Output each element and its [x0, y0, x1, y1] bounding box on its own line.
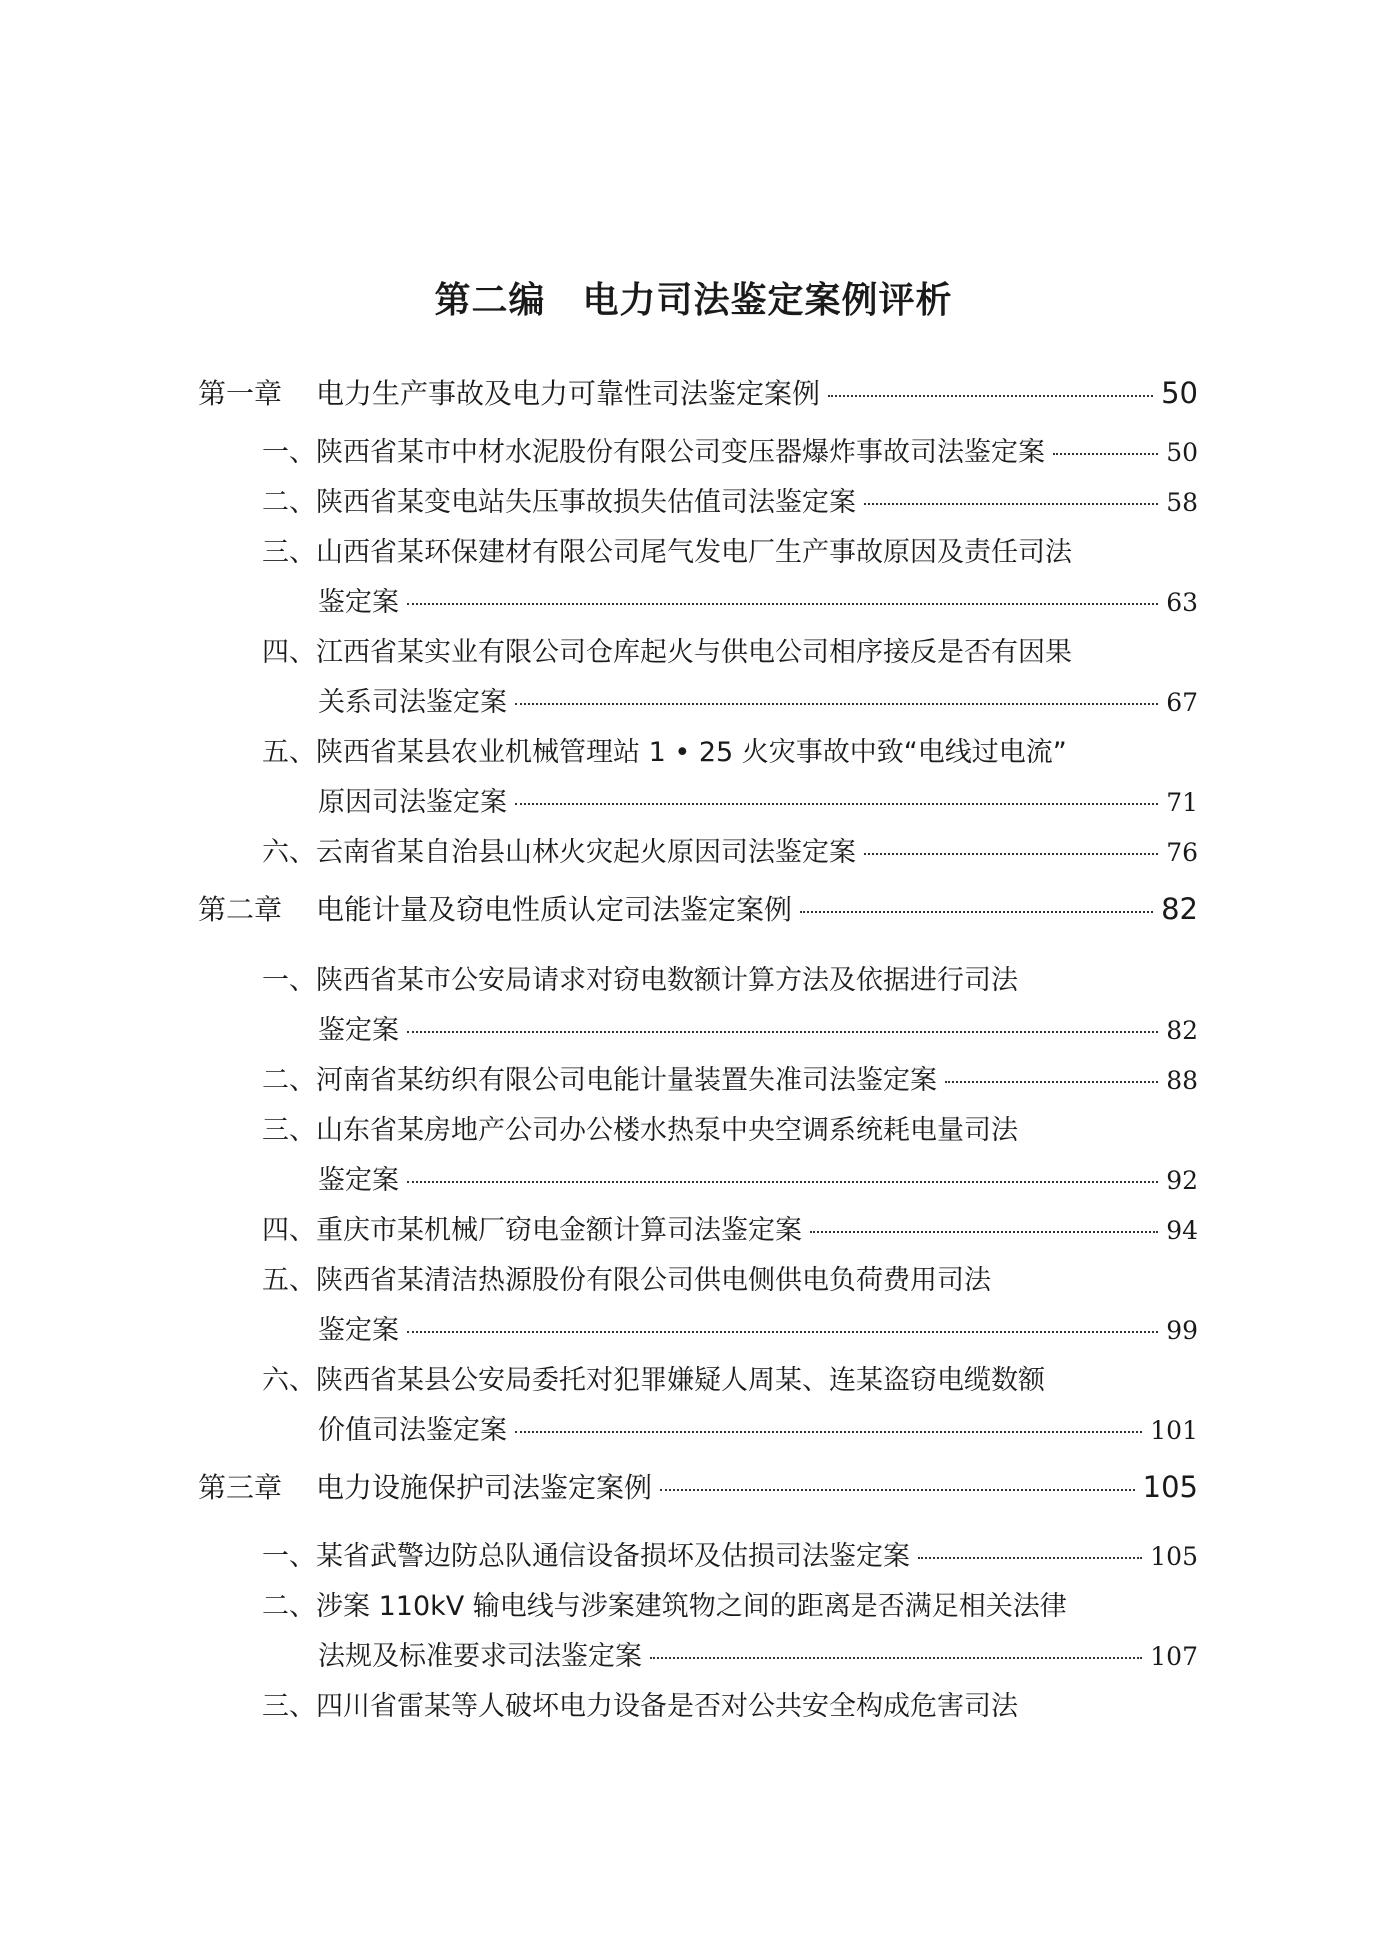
entry-title-continued: 鉴定案 [318, 1315, 399, 1346]
dot-leader [407, 1031, 1158, 1033]
chapter-number: 第二章 [198, 893, 283, 926]
entry-title-continued: 价值司法鉴定案 [318, 1415, 507, 1446]
entry-number: 一、 [262, 1541, 316, 1572]
entry-number: 四、 [262, 1215, 316, 1246]
entry-title: 重庆市某机械厂窃电金额计算司法鉴定案 [316, 1215, 802, 1246]
dot-leader [407, 1331, 1158, 1333]
dot-leader [660, 1489, 1135, 1491]
entry-number: 二、 [262, 487, 316, 518]
toc-entry[interactable] [262, 530, 1198, 570]
chapter-page-number: 50 [1161, 376, 1198, 410]
entry-title-continued: 鉴定案 [318, 1015, 399, 1046]
chapter-number: 第一章 [198, 377, 283, 410]
entry-number: 二、 [262, 1065, 316, 1096]
dot-leader [828, 395, 1153, 397]
toc-entry-continuation[interactable] [318, 580, 1198, 620]
dot-leader [864, 853, 1158, 855]
dot-leader [515, 1431, 1142, 1433]
toc-entry-continuation[interactable] [318, 1408, 1198, 1448]
entry-title: 陕西省某市公安局请求对窃电数额计算方法及依据进行司法 [316, 965, 1018, 996]
part-title: 第二编 电力司法鉴定案例评析 [434, 279, 953, 321]
entry-page-number: 94 [1166, 1216, 1198, 1245]
entry-title-continued: 鉴定案 [318, 1165, 399, 1196]
entry-number: 三、 [262, 1115, 316, 1146]
entry-page-number: 105 [1150, 1542, 1198, 1571]
chapter-heading[interactable] [198, 372, 1198, 416]
toc-entry[interactable] [262, 1534, 1198, 1574]
dot-leader [800, 911, 1153, 913]
chapter-title: 电力设施保护司法鉴定案例 [316, 1471, 653, 1504]
entry-page-number: 88 [1166, 1066, 1198, 1095]
toc-entry-continuation[interactable] [318, 1158, 1198, 1198]
toc-entry-continuation[interactable] [318, 1308, 1198, 1348]
toc-entry[interactable] [262, 1058, 1198, 1098]
toc-entry[interactable] [262, 958, 1198, 998]
entry-number: 四、 [262, 637, 316, 668]
entry-title-continued: 法规及标准要求司法鉴定案 [318, 1641, 642, 1672]
entry-number: 五、 [262, 737, 316, 768]
toc-entry[interactable] [262, 1258, 1198, 1298]
entry-page-number: 58 [1166, 488, 1198, 517]
toc-entry-continuation[interactable] [318, 780, 1198, 820]
toc-entry[interactable] [262, 630, 1198, 670]
toc-entry[interactable] [262, 1208, 1198, 1248]
entry-number: 二、 [262, 1591, 316, 1622]
toc-entry-continuation[interactable] [318, 1634, 1198, 1674]
entry-number: 三、 [262, 537, 316, 568]
toc-entry[interactable] [262, 1584, 1198, 1624]
dot-leader [515, 703, 1158, 705]
entry-title: 云南省某自治县山林火灾起火原因司法鉴定案 [316, 837, 856, 868]
dot-leader [650, 1657, 1142, 1659]
chapter-heading[interactable] [198, 888, 1198, 932]
entry-number: 一、 [262, 437, 316, 468]
entry-title: 河南省某纺织有限公司电能计量装置失准司法鉴定案 [316, 1065, 937, 1096]
toc-entry[interactable] [262, 1684, 1198, 1724]
entry-title: 陕西省某市中材水泥股份有限公司变压器爆炸事故司法鉴定案 [316, 437, 1045, 468]
entry-number: 五、 [262, 1265, 316, 1296]
dot-leader [918, 1557, 1142, 1559]
entry-title: 陕西省某变电站失压事故损失估值司法鉴定案 [316, 487, 856, 518]
entry-title: 陕西省某县农业机械管理站 1 • 25 火灾事故中致“电线过电流” [316, 737, 1067, 768]
entry-number: 三、 [262, 1691, 316, 1722]
entry-title: 某省武警边防总队通信设备损坏及估损司法鉴定案 [316, 1541, 910, 1572]
chapter-title: 电力生产事故及电力可靠性司法鉴定案例 [316, 377, 821, 410]
entry-number: 一、 [262, 965, 316, 996]
dot-leader [864, 503, 1158, 505]
chapter-heading[interactable] [198, 1466, 1198, 1510]
toc-entry[interactable] [262, 1358, 1198, 1398]
toc-entry-continuation[interactable] [318, 680, 1198, 720]
toc-entry[interactable] [262, 1108, 1198, 1148]
toc-entry[interactable] [262, 480, 1198, 520]
chapter-number: 第三章 [198, 1471, 283, 1504]
entry-page-number: 76 [1166, 838, 1198, 867]
entry-page-number: 101 [1150, 1416, 1198, 1445]
dot-leader [515, 803, 1158, 805]
entry-page-number: 63 [1166, 588, 1198, 617]
entry-number: 六、 [262, 1365, 316, 1396]
dot-leader [1053, 453, 1158, 455]
chapter-page-number: 105 [1142, 1470, 1198, 1504]
entry-page-number: 67 [1166, 688, 1198, 717]
toc-entry[interactable] [262, 830, 1198, 870]
entry-title: 涉案 110kV 输电线与涉案建筑物之间的距离是否满足相关法律 [316, 1591, 1067, 1622]
entry-page-number: 99 [1166, 1316, 1198, 1345]
chapter-title: 电能计量及窃电性质认定司法鉴定案例 [316, 893, 793, 926]
entry-page-number: 107 [1150, 1642, 1198, 1671]
entry-page-number: 82 [1166, 1016, 1198, 1045]
entry-page-number: 50 [1166, 438, 1198, 467]
entry-title: 陕西省某清洁热源股份有限公司供电侧供电负荷费用司法 [316, 1265, 991, 1296]
entry-number: 六、 [262, 837, 316, 868]
dot-leader [407, 603, 1158, 605]
toc-entry[interactable] [262, 430, 1198, 470]
toc-entry-continuation[interactable] [318, 1008, 1198, 1048]
entry-title: 山西省某环保建材有限公司尾气发电厂生产事故原因及责任司法 [316, 537, 1072, 568]
dot-leader [945, 1081, 1158, 1083]
entry-title-continued: 关系司法鉴定案 [318, 687, 507, 718]
entry-title: 四川省雷某等人破坏电力设备是否对公共安全构成危害司法 [316, 1691, 1018, 1722]
dot-leader [407, 1181, 1158, 1183]
entry-title-continued: 鉴定案 [318, 587, 399, 618]
toc-entry[interactable] [262, 730, 1198, 770]
entry-title: 陕西省某县公安局委托对犯罪嫌疑人周某、连某盗窃电缆数额 [316, 1365, 1045, 1396]
entry-page-number: 71 [1166, 788, 1198, 817]
entry-title: 江西省某实业有限公司仓库起火与供电公司相序接反是否有因果 [316, 637, 1072, 668]
entry-title: 山东省某房地产公司办公楼水热泵中央空调系统耗电量司法 [316, 1115, 1018, 1146]
entry-page-number: 92 [1166, 1166, 1198, 1195]
chapter-page-number: 82 [1161, 892, 1198, 926]
entry-title-continued: 原因司法鉴定案 [318, 787, 507, 818]
dot-leader [810, 1231, 1158, 1233]
